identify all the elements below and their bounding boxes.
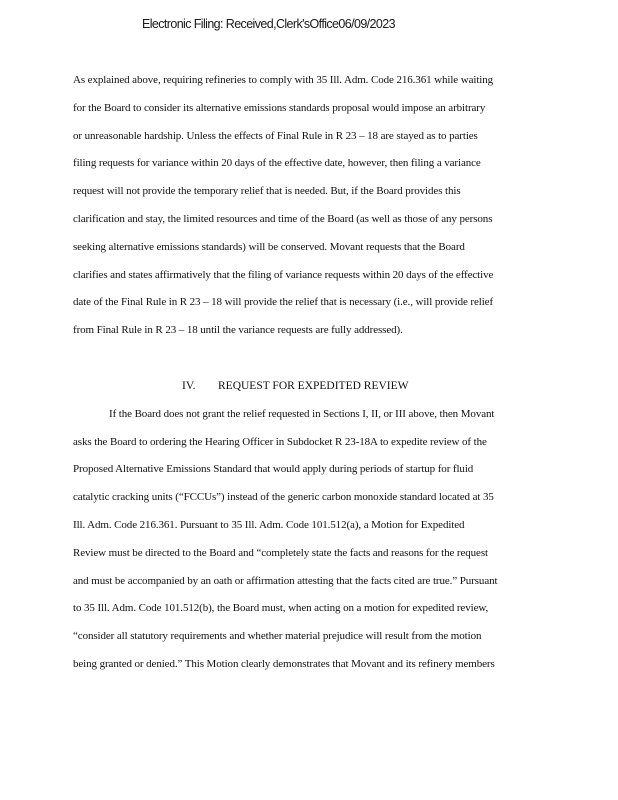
paragraph-line: As explained above, requiring refineries to comply with 35 Ill. Adm. Code 216.361 while waiting — [73, 74, 494, 86]
paragraph-line: filing requests for variance within 20 days of the effective date, however, then filing a variance — [73, 157, 481, 170]
paragraph-line: from Final Rule in R 23 – 18 until the variance requests are fully addressed). — [73, 324, 403, 337]
paragraph-line: Proposed Alternative Emissions Standard that would apply during periods of startup for fluid — [73, 463, 474, 476]
section-heading — [73, 373, 553, 401]
paragraph-expedited-review — [73, 401, 553, 679]
paragraph-line: clarification and stay, the limited resources and time of the Board (as well as those of any persons — [73, 212, 493, 225]
paragraph-line: seeking alternative emissions standards) will be conserved. Movant requests that the Board — [73, 240, 465, 253]
paragraph-line: asks the Board to ordering the Hearing Officer in Subdocket R 23-18A to expedite review of the — [73, 435, 487, 448]
paragraph-line: or unreasonable hardship. Unless the effects of Final Rule in R 23 – 18 are stayed as to parties — [73, 129, 478, 142]
paragraph-line: to 35 Ill. Adm. Code 101.512(b), the Board must, when acting on a motion for expedited review, — [73, 602, 489, 615]
section-title: REQUEST FOR EXPEDITED REVIEW — [218, 379, 409, 392]
paragraph-line: Review must be directed to the Board and “completely state the facts and reasons for the request — [73, 546, 488, 559]
document-body — [73, 67, 553, 679]
paragraph-line: and must be accompanied by an oath or affirmation attesting that the facts cited are true.” Pursuant — [73, 574, 498, 587]
filing-stamp-header: Electronic Filing: Received,Clerk'sOffice06/09/2023 — [142, 17, 395, 31]
paragraph-line: catalytic cracking units (“FCCUs”) instead of the generic carbon monoxide standard located at 35 — [73, 491, 494, 504]
paragraph-line: being granted or denied.” This Motion clearly demonstrates that Movant and its refinery members — [73, 657, 495, 670]
paragraph-line: “consider all statutory requirements and whether material prejudice will result from the motion — [73, 630, 482, 643]
paragraph-line: Ill. Adm. Code 216.361. Pursuant to 35 Ill. Adm. Code 101.512(a), a Motion for Expedited — [73, 518, 465, 531]
paragraph-clarification — [73, 67, 553, 345]
paragraph-line: for the Board to consider its alternative emissions standards proposal would impose an arbitrary — [73, 101, 486, 114]
paragraph-line: date of the Final Rule in R 23 – 18 will provide the relief that is necessary (i.e., will provide relief — [73, 296, 494, 309]
paragraph-line: clarifies and states affirmatively that the filing of variance requests within 20 days of the effective — [73, 268, 494, 281]
section-number: IV. — [182, 379, 196, 392]
paragraph-line: request will not provide the temporary relief that is needed. But, if the Board provides this — [73, 185, 461, 198]
paragraph-line: If the Board does not grant the relief requested in Sections I, II, or III above, then Movant — [109, 407, 495, 420]
